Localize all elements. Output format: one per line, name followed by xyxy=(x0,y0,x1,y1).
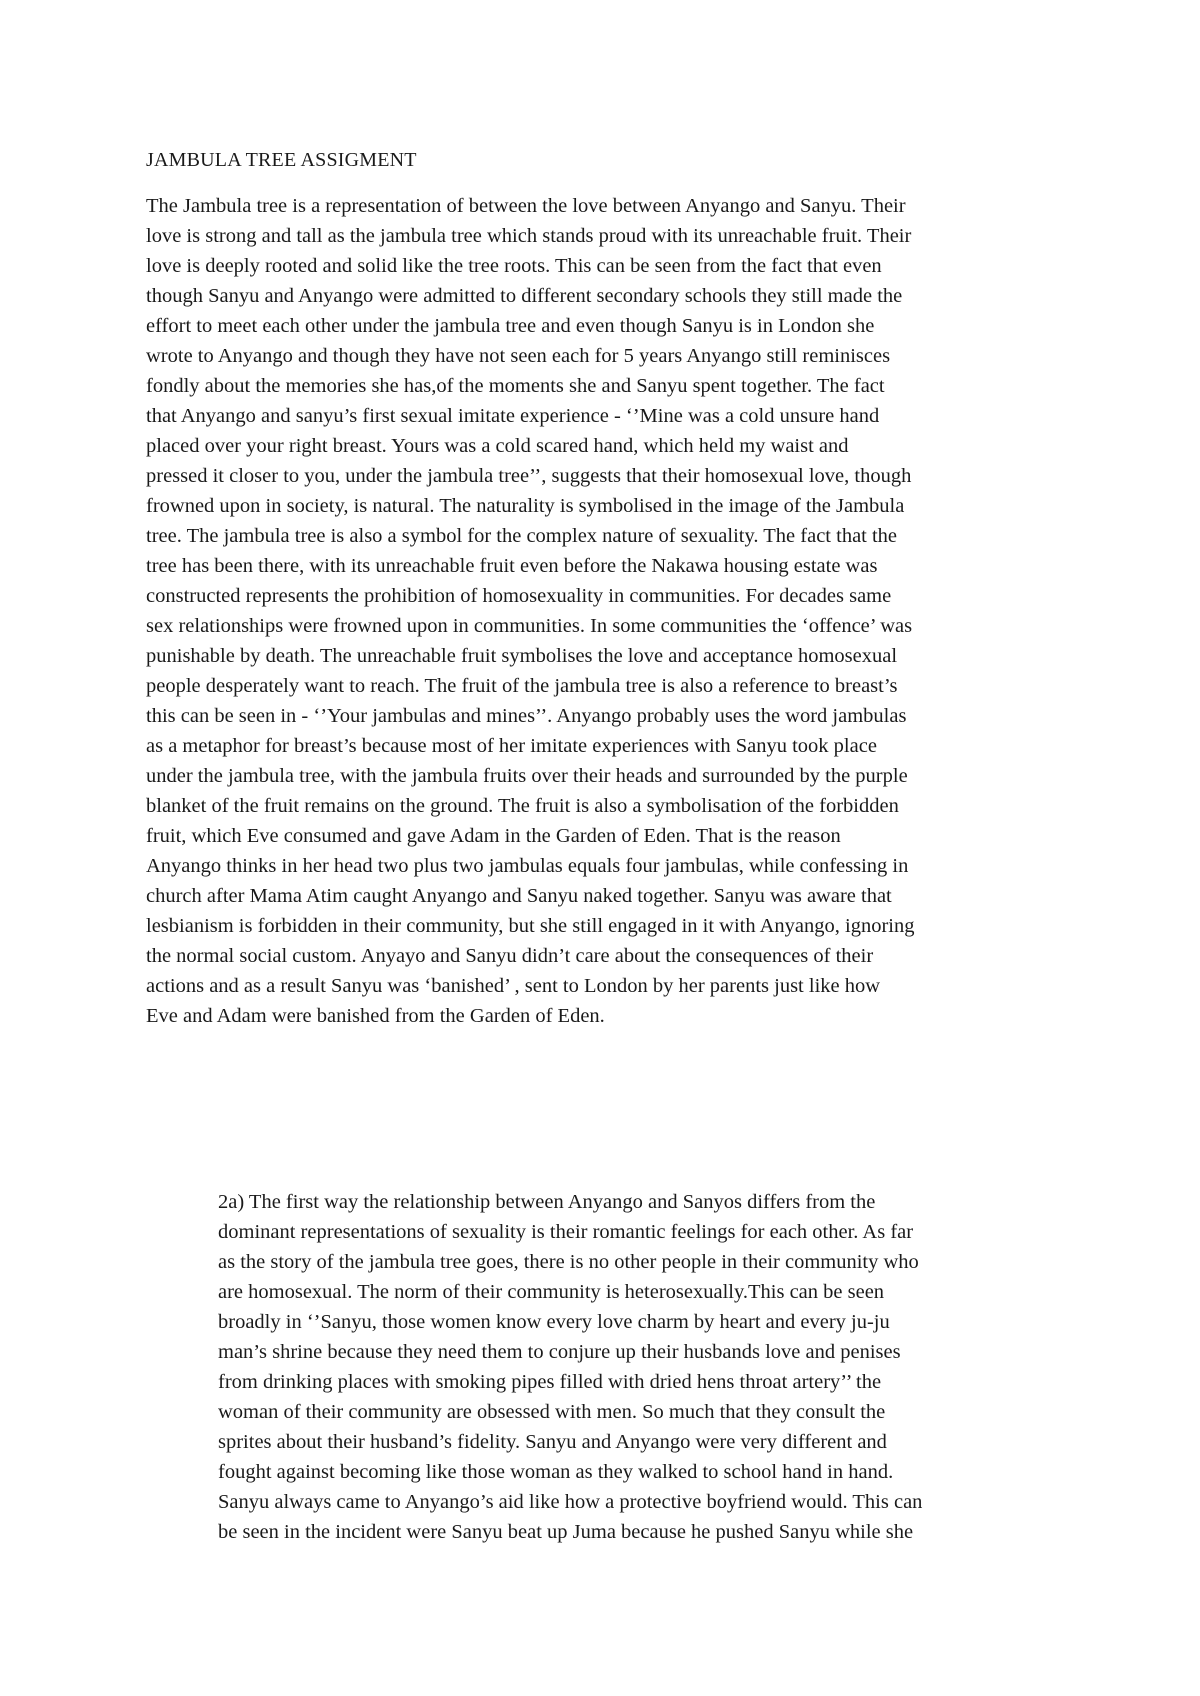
text-line: that Anyango and sanyu’s first sexual imitate experience - ‘’Mine was a cold unsure hand xyxy=(146,405,880,427)
text-line: as a metaphor for breast’s because most of her imitate experiences with Sanyu took place xyxy=(146,735,877,757)
text-line: though Sanyu and Anyango were admitted to different secondary schools they still made the xyxy=(146,285,903,307)
text-line: love is deeply rooted and solid like the tree roots. This can be seen from the fact that even xyxy=(146,255,882,277)
text-line: fought against becoming like those woman as they walked to school hand in hand. xyxy=(218,1461,894,1483)
text-line: Anyango thinks in her head two plus two jambulas equals four jambulas, while confessing in xyxy=(146,855,909,877)
text-line: 2a) The first way the relationship between Anyango and Sanyos differs from the xyxy=(218,1191,876,1213)
text-line: woman of their community are obsessed with men. So much that they consult the xyxy=(218,1401,886,1423)
text-line: tree. The jambula tree is also a symbol for the complex nature of sexuality. The fact that the xyxy=(146,525,898,547)
text-line: fondly about the memories she has,of the moments she and Sanyu spent together. The fact xyxy=(146,375,885,397)
text-line: the normal social custom. Anyayo and Sanyu didn’t care about the consequences of their xyxy=(146,945,874,967)
text-line: this can be seen in - ‘’Your jambulas and mines’’. Anyango probably uses the word jambulas xyxy=(146,705,907,727)
text-line: Eve and Adam were banished from the Garden of Eden. xyxy=(146,1005,605,1027)
text-line: lesbianism is forbidden in their community, but she still engaged in it with Anyango, ignoring xyxy=(146,915,915,937)
text-line: love is strong and tall as the jambula tree which stands proud with its unreachable fruit. Their xyxy=(146,225,912,247)
paragraph-2a-relationship xyxy=(218,1187,922,1547)
text-line: effort to meet each other under the jambula tree and even though Sanyu is in London she xyxy=(146,315,875,337)
text-line: dominant representations of sexuality is their romantic feelings for each other. As far xyxy=(218,1221,914,1243)
text-line: tree has been there, with its unreachable fruit even before the Nakawa housing estate was xyxy=(146,555,878,577)
text-line: punishable by death. The unreachable fruit symbolises the love and acceptance homosexual xyxy=(146,645,898,667)
text-line: frowned upon in society, is natural. The naturality is symbolised in the image of the Jambula xyxy=(146,495,905,517)
text-line: actions and as a result Sanyu was ‘banished’ , sent to London by her parents just like how xyxy=(146,975,881,997)
text-line: pressed it closer to you, under the jambula tree’’, suggests that their homosexual love, though xyxy=(146,465,912,487)
text-line: sex relationships were frowned upon in communities. In some communities the ‘offence’ was xyxy=(146,615,913,637)
paragraph-jambula-symbolism xyxy=(146,191,914,1031)
text-line: man’s shrine because they need them to conjure up their husbands love and penises xyxy=(218,1341,901,1363)
document-title: JAMBULA TREE ASSIGMENT xyxy=(146,149,417,171)
text-line: wrote to Anyango and though they have not seen each for 5 years Anyango still reminisces xyxy=(146,345,891,367)
text-line: under the jambula tree, with the jambula fruits over their heads and surrounded by the purple xyxy=(146,765,908,787)
text-line: fruit, which Eve consumed and gave Adam in the Garden of Eden. That is the reason xyxy=(146,825,841,847)
text-line: blanket of the fruit remains on the ground. The fruit is also a symbolisation of the forbidden xyxy=(146,795,899,817)
text-line: placed over your right breast. Yours was a cold scared hand, which held my waist and xyxy=(146,435,849,457)
text-line: church after Mama Atim caught Anyango and Sanyu naked together. Sanyu was aware that xyxy=(146,885,892,907)
text-line: be seen in the incident were Sanyu beat up Juma because he pushed Sanyu while she xyxy=(218,1521,914,1543)
text-line: from drinking places with smoking pipes filled with dried hens throat artery’’ the xyxy=(218,1371,882,1393)
text-line: The Jambula tree is a representation of between the love between Anyango and Sanyu. Their xyxy=(146,195,906,217)
text-line: broadly in ‘’Sanyu, those women know every love charm by heart and every ju-ju xyxy=(218,1311,890,1333)
text-line: constructed represents the prohibition of homosexuality in communities. For decades same xyxy=(146,585,892,607)
text-line: Sanyu always came to Anyango’s aid like how a protective boyfriend would. This can xyxy=(218,1491,923,1513)
text-line: as the story of the jambula tree goes, there is no other people in their community who xyxy=(218,1251,919,1273)
text-line: people desperately want to reach. The fruit of the jambula tree is also a reference to breast’s xyxy=(146,675,898,697)
text-line: are homosexual. The norm of their community is heterosexually.This can be seen xyxy=(218,1281,885,1303)
text-line: sprites about their husband’s fidelity. Sanyu and Anyango were very different and xyxy=(218,1431,887,1453)
